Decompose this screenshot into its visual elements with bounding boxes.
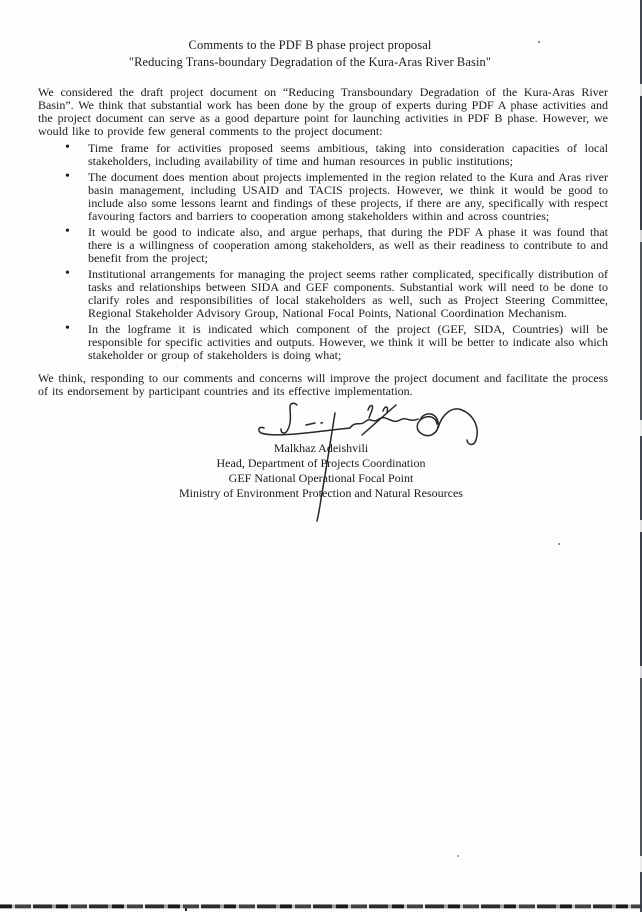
signature-area xyxy=(0,398,642,501)
intro-paragraph: We considered the draft project document on “Reducing Transboundary Degradation of the Kura-Aras River Basin”. We think that substantial work has been done by the group of experts during PDF A phase activities and the project document can serve as a good departure point for launching activities in PDF B phase. However, we would like to provide few general comments to the project document: xyxy=(38,85,608,138)
document-title-line-2: "Reducing Trans-boundary Degradation of the Kura-Aras River Basin" xyxy=(128,55,492,69)
scan-speck xyxy=(457,855,459,857)
closing-paragraph: We think, responding to our comments and concerns will improve the project document and facilitate the process of its endorsement by participant countries and its effective implementation. xyxy=(38,371,608,398)
bullet-item-willingness: • It would be good to indicate also, and argue perhaps, that during the PDF A phase it was found that there is a willingness of cooperation among stakeholders, as well as their readiness to contribute to and benefit from the project; xyxy=(62,226,608,265)
bullet-item-logframe: • In the logframe it is indicated which component of the project (GEF, SIDA, Countries) will be responsible for specific activities and outputs. However, we think it will be better to indicate also which stakeholder or group of stakeholders is doing what; xyxy=(62,323,608,362)
comment-bullet-list xyxy=(62,142,608,362)
document-body xyxy=(38,86,608,398)
document-title xyxy=(38,37,582,71)
bullet-item-timeframe: • Time frame for activities proposed seems ambitious, taking into consideration capacities of local stakeholders, including availability of time and human resources in public institutions; xyxy=(62,142,608,168)
signatory-role-1: Head, Department of Projects Coordination xyxy=(216,456,426,470)
bullet-item-institutional: • Institutional arrangements for managing the project seems rather complicated, specifically distribution of tasks and relationships between SIDA and GEF components. Substantial work will need to be done to clarify roles and responsibilities of local stakeholders as well, such as Project Steering Committee, Regional Stakeholder Advisory Group, National Focal Points, National Coordination Mechanism. xyxy=(62,268,608,320)
signatory-name: Malkhaz Adeishvili xyxy=(273,441,369,455)
document-title-line-1: Comments to the PDF B phase project proposal xyxy=(188,38,432,52)
scan-speck xyxy=(538,41,540,43)
signatory-role-3: Ministry of Environment Protection and Natural Resources xyxy=(179,486,463,500)
bullet-item-projects: • The document does mention about projects implemented in the region related to the Kura and Aras river basin management, including USAID and TACIS projects. However, we think it would be good to include also some lessons learnt and findings of these projects, if there are any, specifically with respect favouring factors and barriers to cooperation among stakeholders within and across countries; xyxy=(62,171,608,223)
scan-artifact-bottom-strip xyxy=(0,904,642,909)
signature-block xyxy=(0,398,642,501)
signatory-role-2: GEF National Operational Focal Point xyxy=(228,471,414,485)
scan-speck xyxy=(558,543,560,545)
